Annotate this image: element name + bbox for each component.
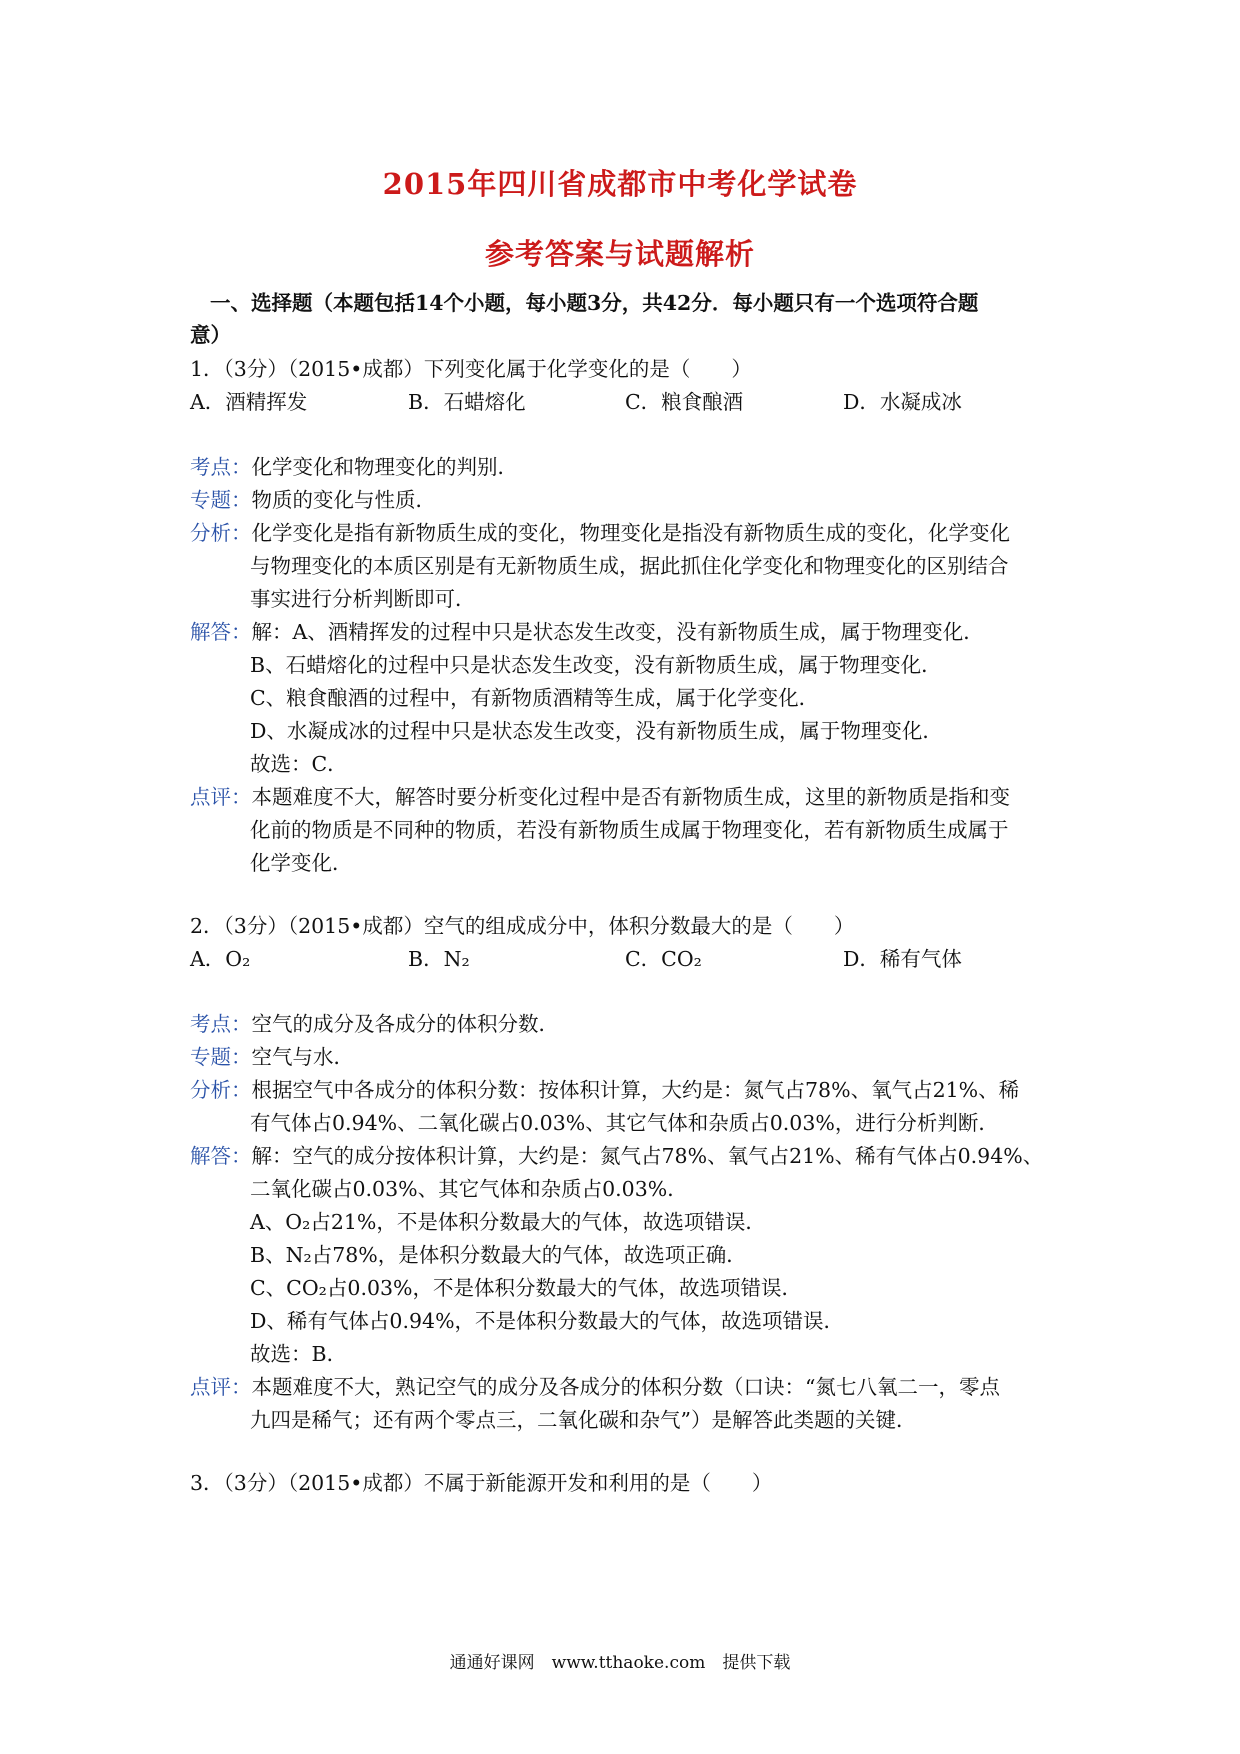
q1-zhuanti: [190, 483, 436, 513]
kaodian-label: 考点：: [190, 1012, 252, 1036]
q1-jieda-text-3: C、粮食酿酒的过程中，有新物质酒精等生成，属于化学变化．: [250, 686, 820, 710]
q2-fenxi-text-1: 根据空气中各成分的体积分数：按体积计算，大约是：氮气占78%、氧气占21%、稀: [251, 1078, 1020, 1102]
kaodian-label: 考点：: [190, 455, 252, 479]
dianping-label: 点评：: [190, 1375, 252, 1399]
q2-dianping-text-1: 本题难度不大，熟记空气的成分及各成分的体积分数（口诀：“氮七八氧二一，零点: [251, 1375, 1000, 1399]
q1-option-d: D．水凝成冰: [843, 390, 962, 414]
q1-dianping-text-1: 本题难度不大，解答时要分析变化过程中是否有新物质生成，这里的新物质是指和变: [251, 785, 1010, 809]
q3-stem: 3．（3分）（2015•成都）不属于新能源开发和利用的是（ ）: [190, 1471, 773, 1495]
jieda-label: 解答：: [190, 620, 252, 644]
section-heading-line2: 意）: [190, 323, 231, 347]
q2-jieda-text-3: A、O₂占21%，不是体积分数最大的气体，故选项错误．: [250, 1210, 766, 1234]
q2-jieda-text-5: C、CO₂占0.03%，不是体积分数最大的气体，故选项错误．: [250, 1276, 803, 1300]
q2-jieda-text-4: B、N₂占78%，是体积分数最大的气体，故选项正确．: [250, 1243, 747, 1267]
zhuanti-label: 专题：: [190, 488, 252, 512]
q1-jieda-text-5: 故选：C．: [250, 752, 348, 776]
q2-option-d: D．稀有气体: [843, 947, 962, 971]
q1-jieda-text-1: 解：A、酒精挥发的过程中只是状态发生改变，没有新物质生成，属于物理变化．: [251, 620, 984, 644]
q1-fenxi-text-2: 与物理变化的本质区别是有无新物质生成，据此抓住化学变化和物理变化的区别结合: [250, 554, 1009, 578]
q1-kaodian: [190, 450, 518, 480]
q2-option-b: B．N₂: [408, 947, 470, 971]
document-title: 2015年四川省成都市中考化学试卷: [382, 167, 858, 201]
q2-kaodian: [190, 1007, 559, 1037]
q2-zhuanti: [190, 1040, 354, 1070]
q1-kaodian-text: 化学变化和物理变化的判别．: [251, 455, 518, 479]
q2-zhuanti-text: 空气与水．: [251, 1045, 354, 1069]
q1-zhuanti-text: 物质的变化与性质．: [251, 488, 436, 512]
jieda-label: 解答：: [190, 1144, 252, 1168]
q2-jieda-text-1: 解：空气的成分按体积计算，大约是：氮气占78%、氧气占21%、稀有气体占0.94%、: [251, 1144, 1044, 1168]
q1-stem: 1．（3分）（2015•成都）下列变化属于化学变化的是（ ）: [190, 357, 752, 381]
q2-option-c: C．CO₂: [625, 947, 702, 971]
q2-fenxi: [190, 1073, 1019, 1103]
q1-fenxi-text-3: 事实进行分析判断即可．: [250, 587, 476, 611]
q1-fenxi: [190, 516, 1010, 546]
q2-jieda-text-6: D、稀有气体占0.94%，不是体积分数最大的气体，故选项错误．: [250, 1309, 845, 1333]
q2-jieda: [190, 1139, 1043, 1169]
zhuanti-label: 专题：: [190, 1045, 252, 1069]
q1-jieda-text-2: B、石蜡熔化的过程中只是状态发生改变，没有新物质生成，属于物理变化．: [250, 653, 942, 677]
q2-option-a: A．O₂: [190, 947, 251, 971]
q2-dianping-text-2: 九四是稀气；还有两个零点三，二氧化碳和杂气”）是解答此类题的关键．: [250, 1408, 917, 1432]
q1-dianping-text-3: 化学变化．: [250, 851, 353, 875]
q2-stem: 2．（3分）（2015•成都）空气的组成成分中，体积分数最大的是（ ）: [190, 914, 855, 938]
q1-jieda: [190, 615, 984, 645]
q1-dianping: [190, 780, 1010, 810]
section-heading-line1: 一、选择题（本题包括14个小题，每小题3分，共42分．每小题只有一个选项符合题: [210, 291, 979, 315]
dianping-label: 点评：: [190, 785, 252, 809]
q1-option-a: A．酒精挥发: [190, 390, 308, 414]
q2-fenxi-text-2: 有气体占0.94%、二氧化碳占0.03%、其它气体和杂质占0.03%，进行分析判断．: [250, 1111, 999, 1135]
q2-kaodian-text: 空气的成分及各成分的体积分数．: [251, 1012, 559, 1036]
q1-dianping-text-2: 化前的物质是不同种的物质，若没有新物质生成属于物理变化，若有新物质生成属于: [250, 818, 1009, 842]
q1-option-c: C．粮食酿酒: [625, 390, 744, 414]
q1-fenxi-text-1: 化学变化是指有新物质生成的变化，物理变化是指没有新物质生成的变化，化学变化: [251, 521, 1010, 545]
page-footer: 通通好课网 www.tthaoke.com 提供下载: [449, 1653, 791, 1673]
document-subtitle: 参考答案与试题解析: [484, 237, 755, 271]
q2-jieda-text-7: 故选：B．: [250, 1342, 348, 1366]
fenxi-label: 分析：: [190, 1078, 252, 1102]
fenxi-label: 分析：: [190, 521, 252, 545]
q2-dianping: [190, 1370, 1000, 1400]
q1-jieda-text-4: D、水凝成冰的过程中只是状态发生改变，没有新物质生成，属于物理变化．: [250, 719, 943, 743]
q1-option-b: B．石蜡熔化: [408, 390, 526, 414]
q2-jieda-text-2: 二氧化碳占0.03%、其它气体和杂质占0.03%．: [250, 1177, 688, 1201]
